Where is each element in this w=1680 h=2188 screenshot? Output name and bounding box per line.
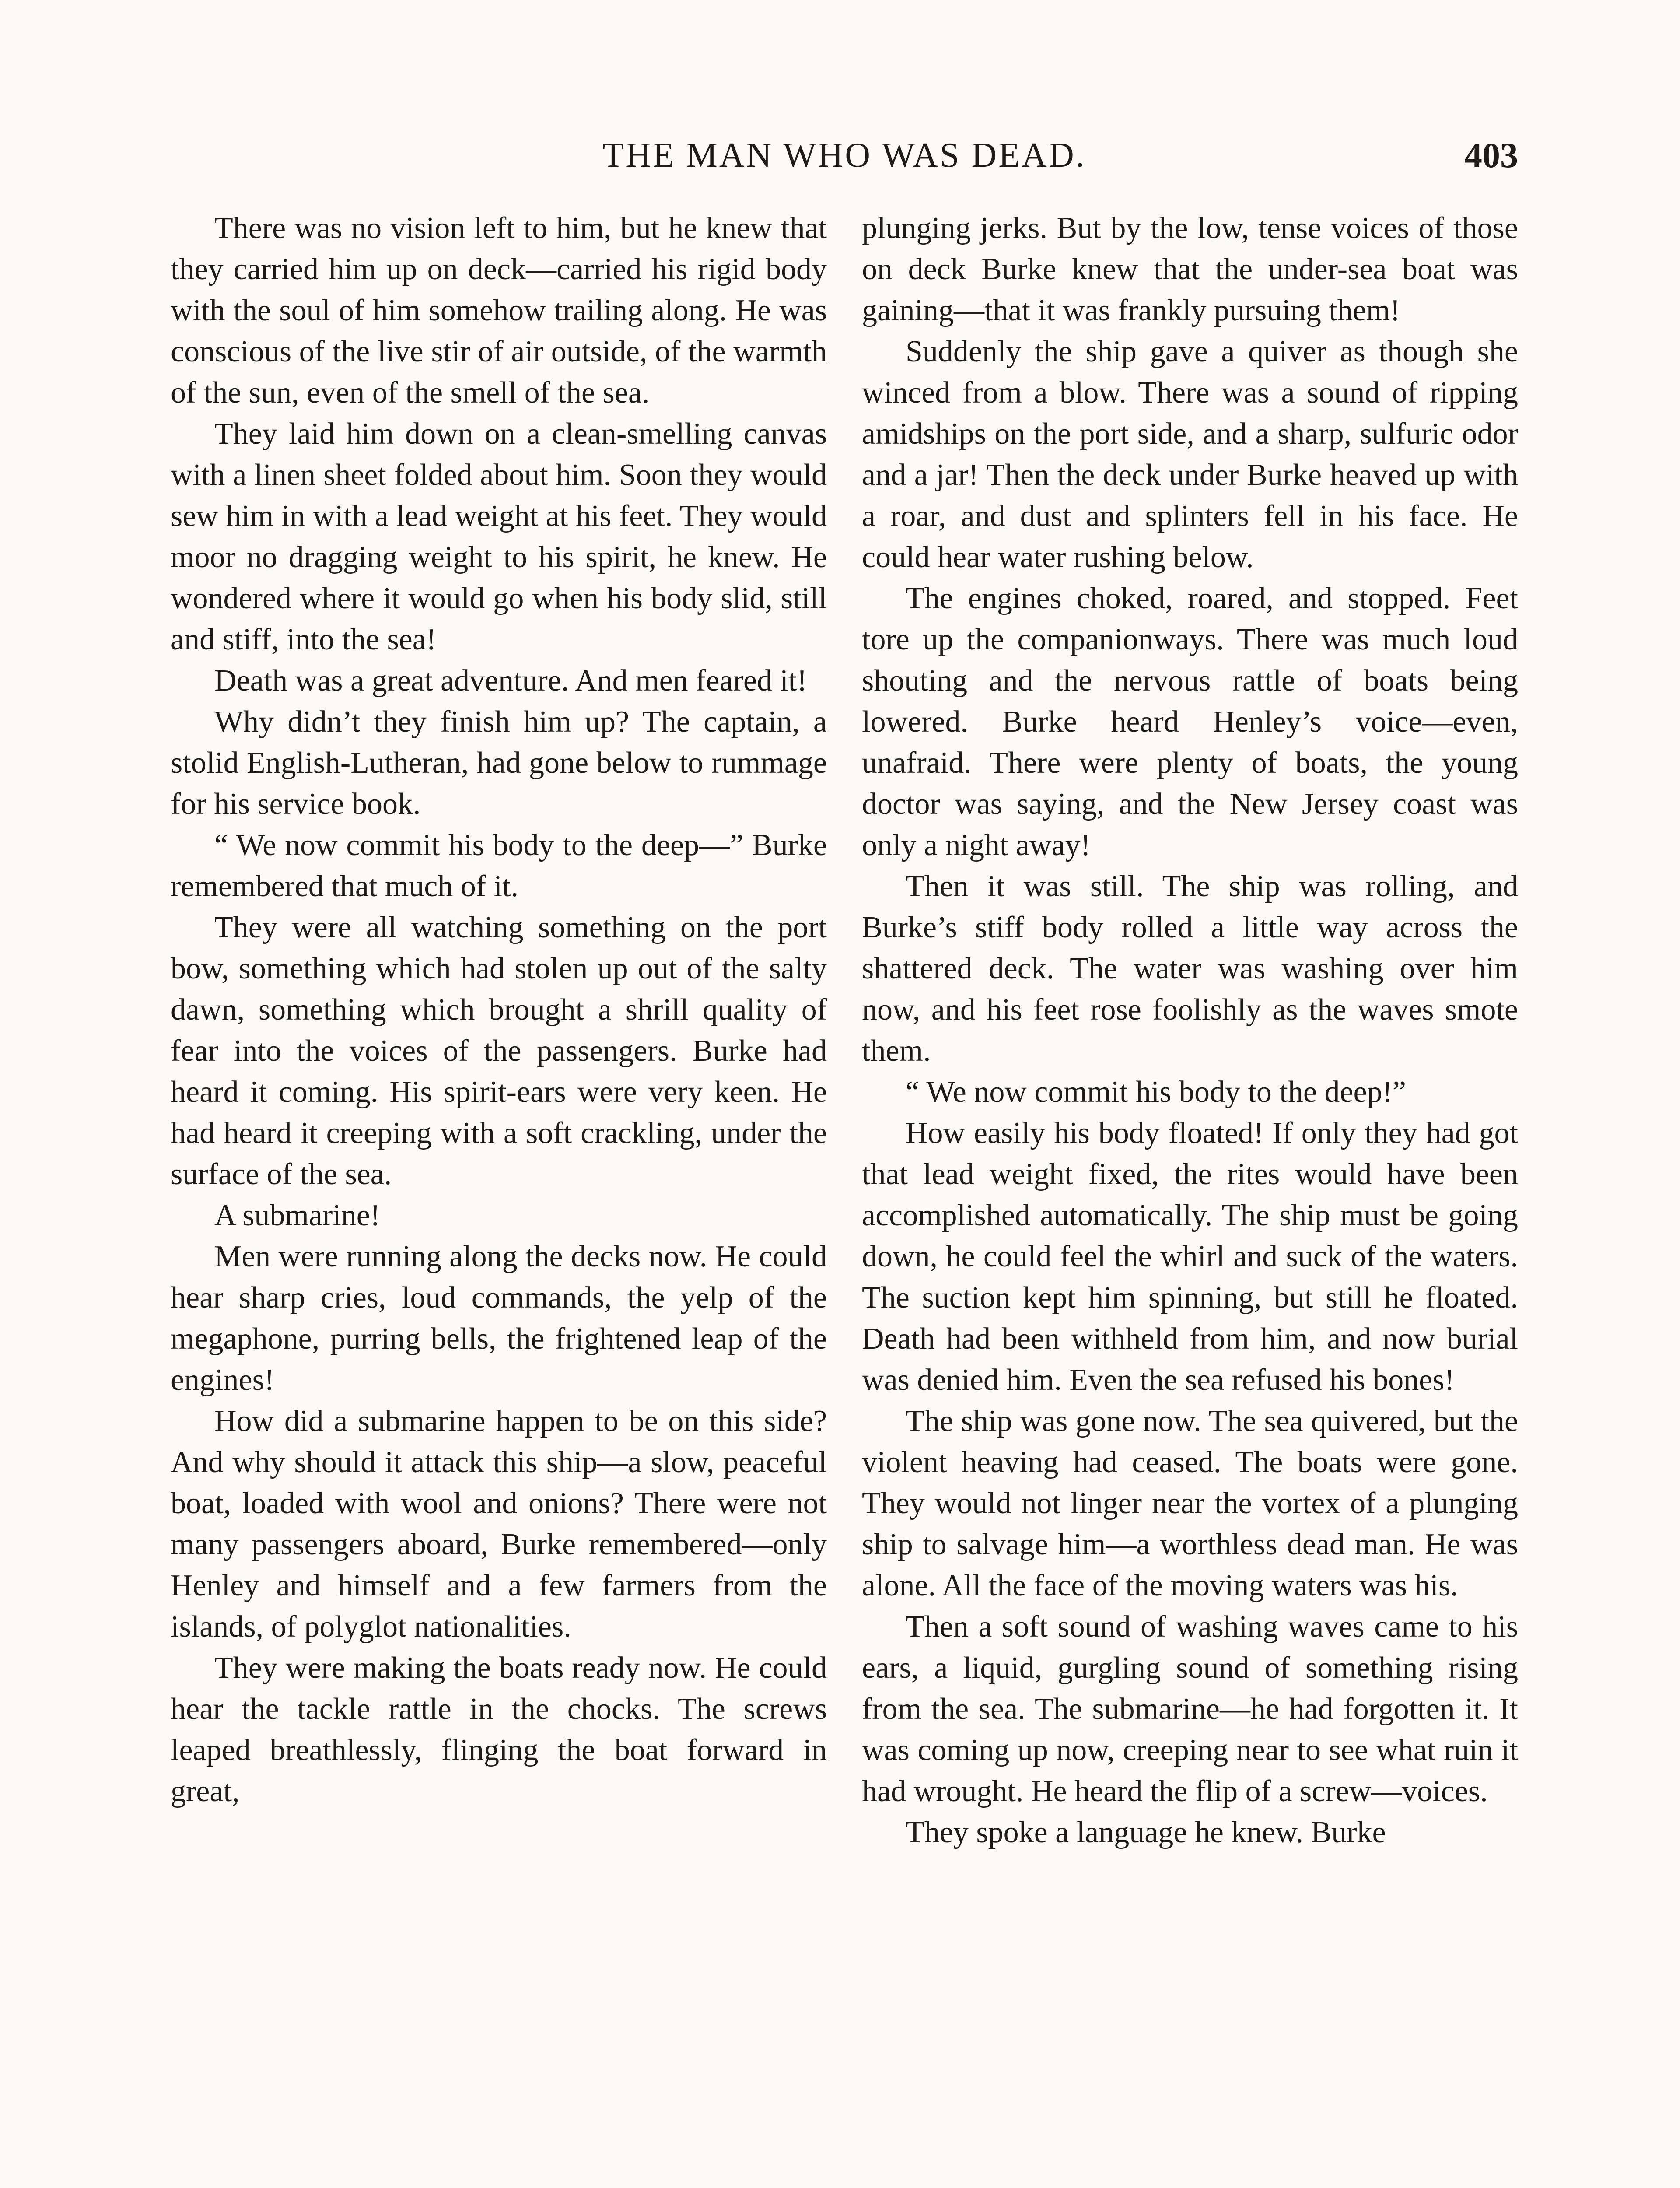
paragraph: They spoke a language he knew. Burke (906, 1816, 1386, 1849)
paragraph: Then a soft sound of washing waves came to his ears, a liquid, gurgling sound of something rising from the sea. The submarine—he had forgotten it. It was coming up now, creeping near to see what ruin it had wrought. He heard the flip of a screw—voices. (862, 1610, 1518, 1808)
running-head (171, 131, 1518, 179)
paragraph: How did a submarine happen to be on this side? And why should it attack this ship—a slow, peaceful boat, loaded with wool and onions? There were not many passengers aboard, Burke remembered—only Henley and himself and a few farmers from the islands, of polyglot nationalities. (171, 1404, 827, 1644)
page-number: 403 (1464, 135, 1518, 175)
paragraph: The engines choked, roared, and stopped. Feet tore up the companionways. There was much loud shouting and the nervous rattle of boats being lowered. Burke heard Henley’s voice—even, unafraid. There were plenty of boats, the young doctor was saying, and the New Jersey coast was only a night away! (862, 582, 1518, 862)
right-column (862, 208, 1518, 1853)
paragraph: A submarine! (214, 1199, 381, 1232)
continued-paragraph: plunging jerks. But by the low, tense voices of those on deck Burke knew that the under-sea boat was gaining—that it was frankly pursuing them! (862, 211, 1518, 327)
paragraph: Why didn’t they finish him up? The captain, a stolid English-Lutheran, had gone below to rummage for his service book. (171, 705, 827, 821)
paragraph: Then it was still. The ship was rolling, and Burke’s stiff body rolled a little way across the shattered deck. The water was washing over him now, and his feet rose foolishly as the waves smote them. (862, 870, 1518, 1068)
left-column (171, 208, 827, 1812)
paragraph: Men were running along the decks now. He could hear sharp cries, loud commands, the yelp of the megaphone, purring bells, the frightened leap of the engines! (171, 1240, 827, 1397)
paragraph: There was no vision left to him, but he knew that they carried him up on deck—carried his rigid body with the soul of him somehow trailing along. He was conscious of the live stir of air outside, of the warmth of the sun, even of the smell of the sea. (171, 211, 827, 410)
paragraph: How easily his body floated! If only they had got that lead weight fixed, the rites would have been accomplished automatically. The ship must be going down, he could feel the whirl and suck of the waters. The suction kept him spinning, but still he floated. Death had been withheld from him, and now burial was denied him. Even the sea refused his bones! (862, 1116, 1518, 1397)
paragraph: They laid him down on a clean-smelling canvas with a linen sheet folded about him. Soon they would sew him in with a lead weight at his feet. They would moor no dragging weight to his spirit, he knew. He wondered where it would go when his body slid, still and stiff, into the sea! (171, 417, 827, 656)
paragraph: They were making the boats ready now. He could hear the tackle rattle in the chocks. The screws leaped breathlessly, flinging the boat forward in great, (171, 1651, 827, 1808)
paragraph: The ship was gone now. The sea quivered, but the violent heaving had ceased. The boats were gone. They would not linger near the vortex of a plunging ship to salvage him—a worthless dead man. He was alone. All the face of the moving waters was his. (862, 1404, 1518, 1602)
chapter-title: THE MAN WHO WAS DEAD. (602, 136, 1086, 175)
paragraph: “ We now commit his body to the deep!” (906, 1075, 1406, 1109)
paragraph: “ We now commit his body to the deep—” Burke remembered that much of it. (171, 828, 827, 903)
paragraph: They were all watching something on the port bow, something which had stolen up out of the salty dawn, something which brought a shrill quality of fear into the voices of the passengers. Burke had heard it coming. His spirit-ears were very keen. He had heard it creeping with a soft crackling, under the surface of the sea. (171, 911, 827, 1191)
paragraph: Death was a great adventure. And men feared it! (214, 664, 807, 698)
paragraph: Suddenly the ship gave a quiver as though she winced from a blow. There was a sound of ripping amidships on the port side, and a sharp, sulfuric odor and a jar! Then the deck under Burke heaved up with a roar, and dust and splinters fell in his face. He could hear water rushing below. (862, 335, 1518, 574)
